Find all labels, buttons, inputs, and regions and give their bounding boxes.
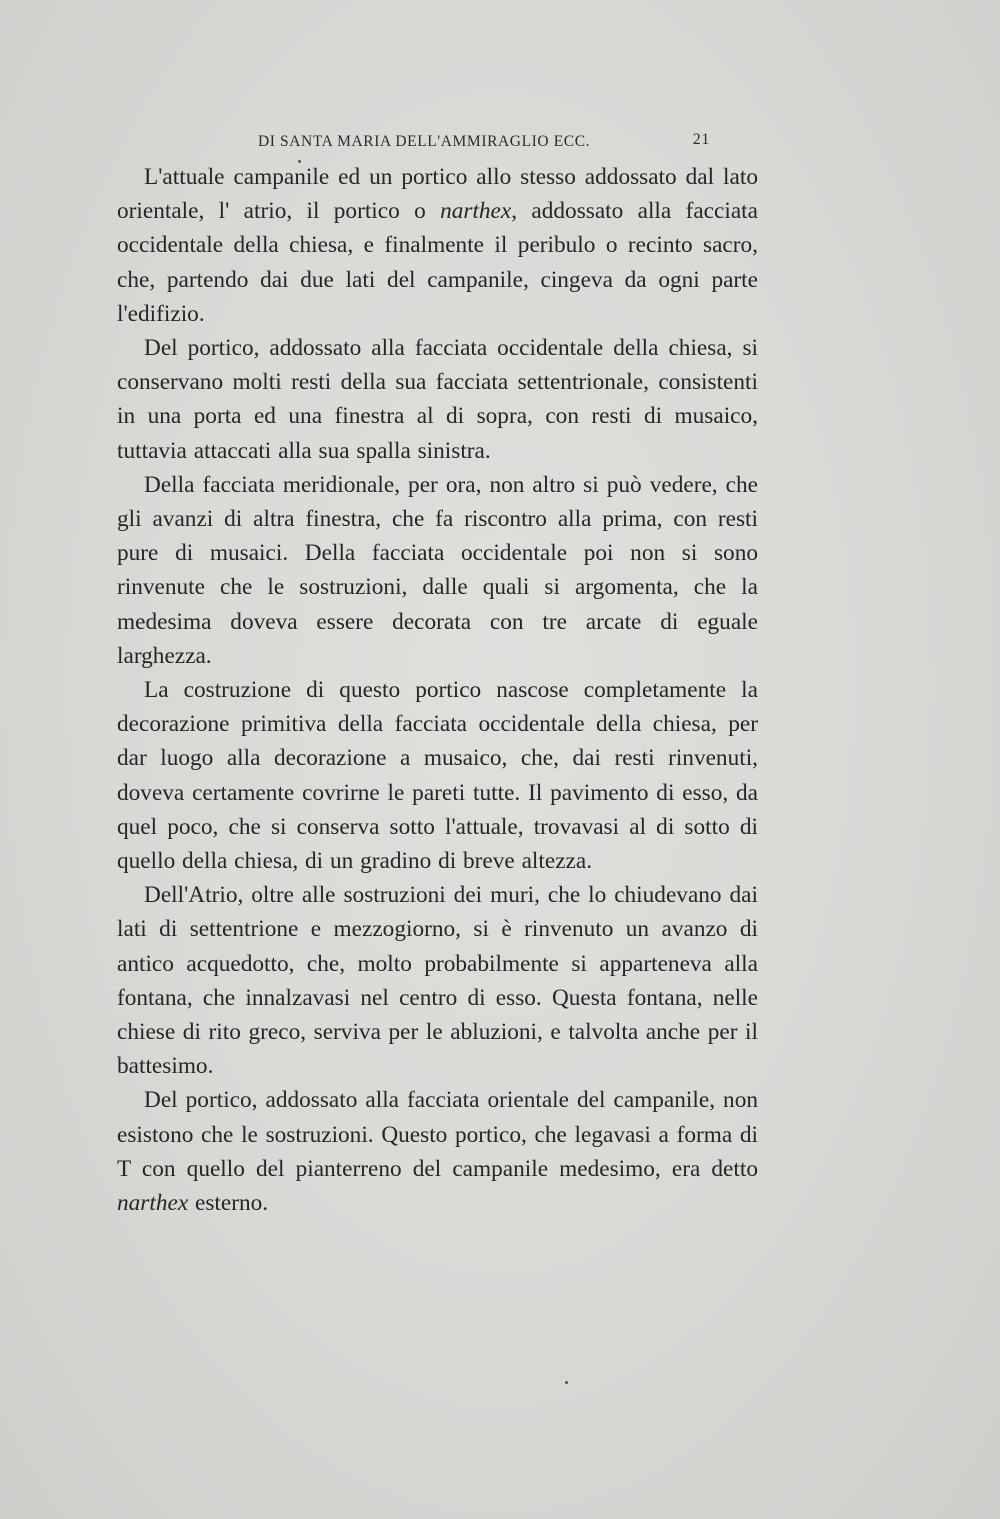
paragraph-1: [117, 160, 758, 331]
paragraph-2: Del portico, addossato alla facciata occidentale della chiesa, si conservano molti resti della sua facciata settentrionale, consistenti in una porta ed una finestra al di sopra, con resti di musaico, tuttavia attaccati alla sua spalla sinistra.: [117, 335, 758, 464]
body-text: [117, 160, 758, 1220]
page-number: 21: [692, 131, 710, 148]
paragraph-1-text-a: L'attuale campanile ed un portico allo stesso addossato dal lato orientale, l' atrio, il portico o: [117, 164, 758, 225]
paper-speck: [298, 160, 301, 163]
running-header: [258, 131, 710, 155]
paragraph-5: Dell'Atrio, oltre alle sostruzioni dei muri, che lo chiudevano dai lati di settentrione e mezzogiorno, si è rinvenuto un avanzo di antico acquedotto, che, molto probabilmente si apparteneva alla fontana, che innalzavasi nel centro di esso. Questa fontana, nelle chiese di rito greco, serviva per le abluzioni, e talvolta anche per il battesimo.: [117, 882, 758, 1080]
running-title: DI SANTA MARIA DELL'AMMIRAGLIO ECC.: [258, 133, 591, 150]
narthex-term: narthex: [440, 198, 512, 225]
paper-speck: [565, 1381, 568, 1384]
paragraph-4: La costruzione di questo portico nascose completamente la decorazione primitiva della facciata occidentale della chiesa, per dar luogo alla decorazione a musaico, che, dai resti rinvenuti, doveva certamente covrirne le pareti tutte. Il pavimento di esso, da quel poco, che si conserva sotto l'attuale, trovavasi al di sotto di quello della chiesa, di un gradino di breve altezza.: [117, 677, 758, 875]
paragraph-6: [117, 1083, 758, 1220]
narthex-term: narthex: [117, 1190, 189, 1217]
paragraph-6-text-b: esterno.: [188, 1190, 269, 1217]
paragraph-6-text-a: Del portico, addossato alla facciata orientale del campanile, non esistono che le sostruzioni. Questo portico, che legavasi a forma di T con quello del pianterreno del campanile medesimo, era detto: [117, 1087, 758, 1182]
paragraph-1-text-b: , addossato alla facciata occidentale della chiesa, e finalmente il peribulo o recinto sacro, che, partendo dai due lati del campanile, cingeva da ogni parte l'edifizio.: [117, 198, 758, 327]
paragraph-3: Della facciata meridionale, per ora, non altro si può vedere, che gli avanzi di altra finestra, che fa riscontro alla prima, con resti pure di musaici. Della facciata occidentale poi non si sono rinvenute che le sostruzioni, dalle quali si argomenta, che la medesima doveva essere decorata con tre arcate di eguale larghezza.: [117, 471, 758, 669]
